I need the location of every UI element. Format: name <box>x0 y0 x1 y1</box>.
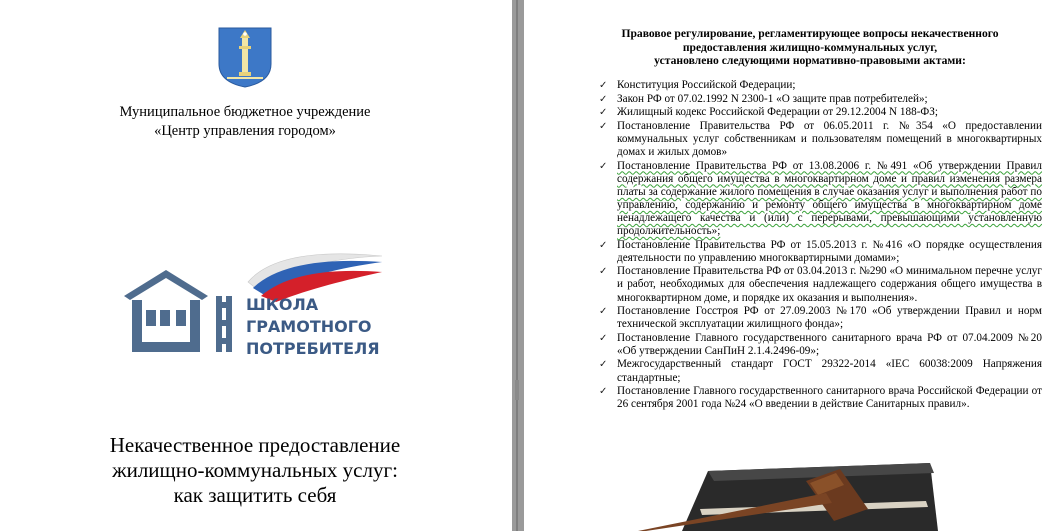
checkmark-icon: ✓ <box>599 93 608 105</box>
title-line-3: как защитить себя <box>173 483 337 507</box>
logo-line-1: ШКОЛА <box>246 295 319 314</box>
list-item: ✓ Постановление Правительства РФ от 06.05.2011 г. №354 «О предоставлении коммунальных услуг собственникам и пользователям помещений в многоквартирных домах и жилых домов» <box>599 119 1042 158</box>
list-item: ✓ Закон РФ от 07.02.1992 N 2300-1 «О защите прав потребителей»; <box>599 92 928 105</box>
checkmark-icon: ✓ <box>599 332 608 344</box>
checkmark-icon: ✓ <box>599 239 608 251</box>
list-item: ✓ Постановление Правительства РФ от 03.04.2013 г. №290 «О минимальном перечне услуг и работ, необходимых для обеспечения надлежащего содержания общего имущества в многоквартирном доме, и порядке их оказания и выполнения». <box>599 265 1042 304</box>
coat-of-arms-icon <box>217 26 273 88</box>
list-item: ✓ Постановление Правительства РФ от 15.05.2013 г. №416 «О порядке осуществления деятельности по управлению многоквартирными домами»; <box>599 238 1042 264</box>
organization-name <box>80 103 410 141</box>
house-icon <box>124 270 232 352</box>
checkmark-icon: ✓ <box>599 359 608 371</box>
legal-acts-list <box>597 79 1042 412</box>
title-line-1: Некачественное предоставление <box>109 433 401 457</box>
legal-heading <box>570 27 1050 68</box>
organization-line-1: Муниципальное бюджетное учреждение <box>119 104 371 120</box>
checkmark-icon: ✓ <box>599 120 608 132</box>
list-item: ✓ Постановление Госстроя РФ от 27.09.2003 №170 «Об утверждении Правил и норм технической эксплуатации жилищного фонда»; <box>599 305 1042 331</box>
legal-heading-line-3: установлено следующими нормативно-правовыми актами: <box>654 54 966 67</box>
list-item: ✓ Постановление Правительства РФ от 13.08.2006 г. №491 «Об утверждении Правил содержания общего имущества в многоквартирном доме и правил изменения размера платы за содержание жилого помещения в случае оказания услуг и выполнения работ по управлению, содержанию и ремонту общего имущества в многоквартирном доме ненадлежащего качества и (или) с перерывами, превышающими установленную продолжительность»; <box>599 159 1042 238</box>
checkmark-icon: ✓ <box>599 266 608 278</box>
list-item: ✓ Жилищный кодекс Российской Федерации от 29.12.2004 N 188-ФЗ; <box>599 106 938 119</box>
legal-heading-line-1: Правовое регулирование, регламентирующее вопросы некачественного <box>621 27 999 40</box>
list-item: ✓ Постановление Главного государственного санитарного врача Российской Федерации от 26 сентября 2001 года №24 «О введении в действие Санитарных правил». <box>599 385 1042 411</box>
page-gutter <box>512 0 524 531</box>
brochure-title <box>40 433 470 508</box>
organization-line-2: «Центр управления городом» <box>154 123 336 139</box>
gavel-and-book-image <box>630 455 950 531</box>
logo-line-2: ГРАМОТНОГО <box>246 317 372 336</box>
school-logo <box>120 250 420 360</box>
list-item: ✓ Межгосударственный стандарт ГОСТ 29322-2014 «IEC 60038:2009 Напряжения стандартные; <box>599 358 1042 384</box>
checkmark-icon: ✓ <box>599 160 608 172</box>
logo-line-3: ПОТРЕБИТЕЛЯ <box>246 339 380 358</box>
title-line-2: жилищно-коммунальных услуг: <box>112 458 398 482</box>
checkmark-icon: ✓ <box>599 386 608 398</box>
list-item: ✓ Конституция Российской Федерации; <box>599 79 796 91</box>
checkmark-icon: ✓ <box>599 80 608 91</box>
list-item: ✓ Постановление Главного государственного санитарного врача РФ от 07.04.2009 №20 «Об утверждении СанПиН 2.1.4.2496-09»; <box>599 331 1042 357</box>
checkmark-icon: ✓ <box>599 306 608 318</box>
legal-heading-line-2: предоставления жилищно-коммунальных услуг, <box>682 40 938 54</box>
checkmark-icon: ✓ <box>599 107 608 119</box>
